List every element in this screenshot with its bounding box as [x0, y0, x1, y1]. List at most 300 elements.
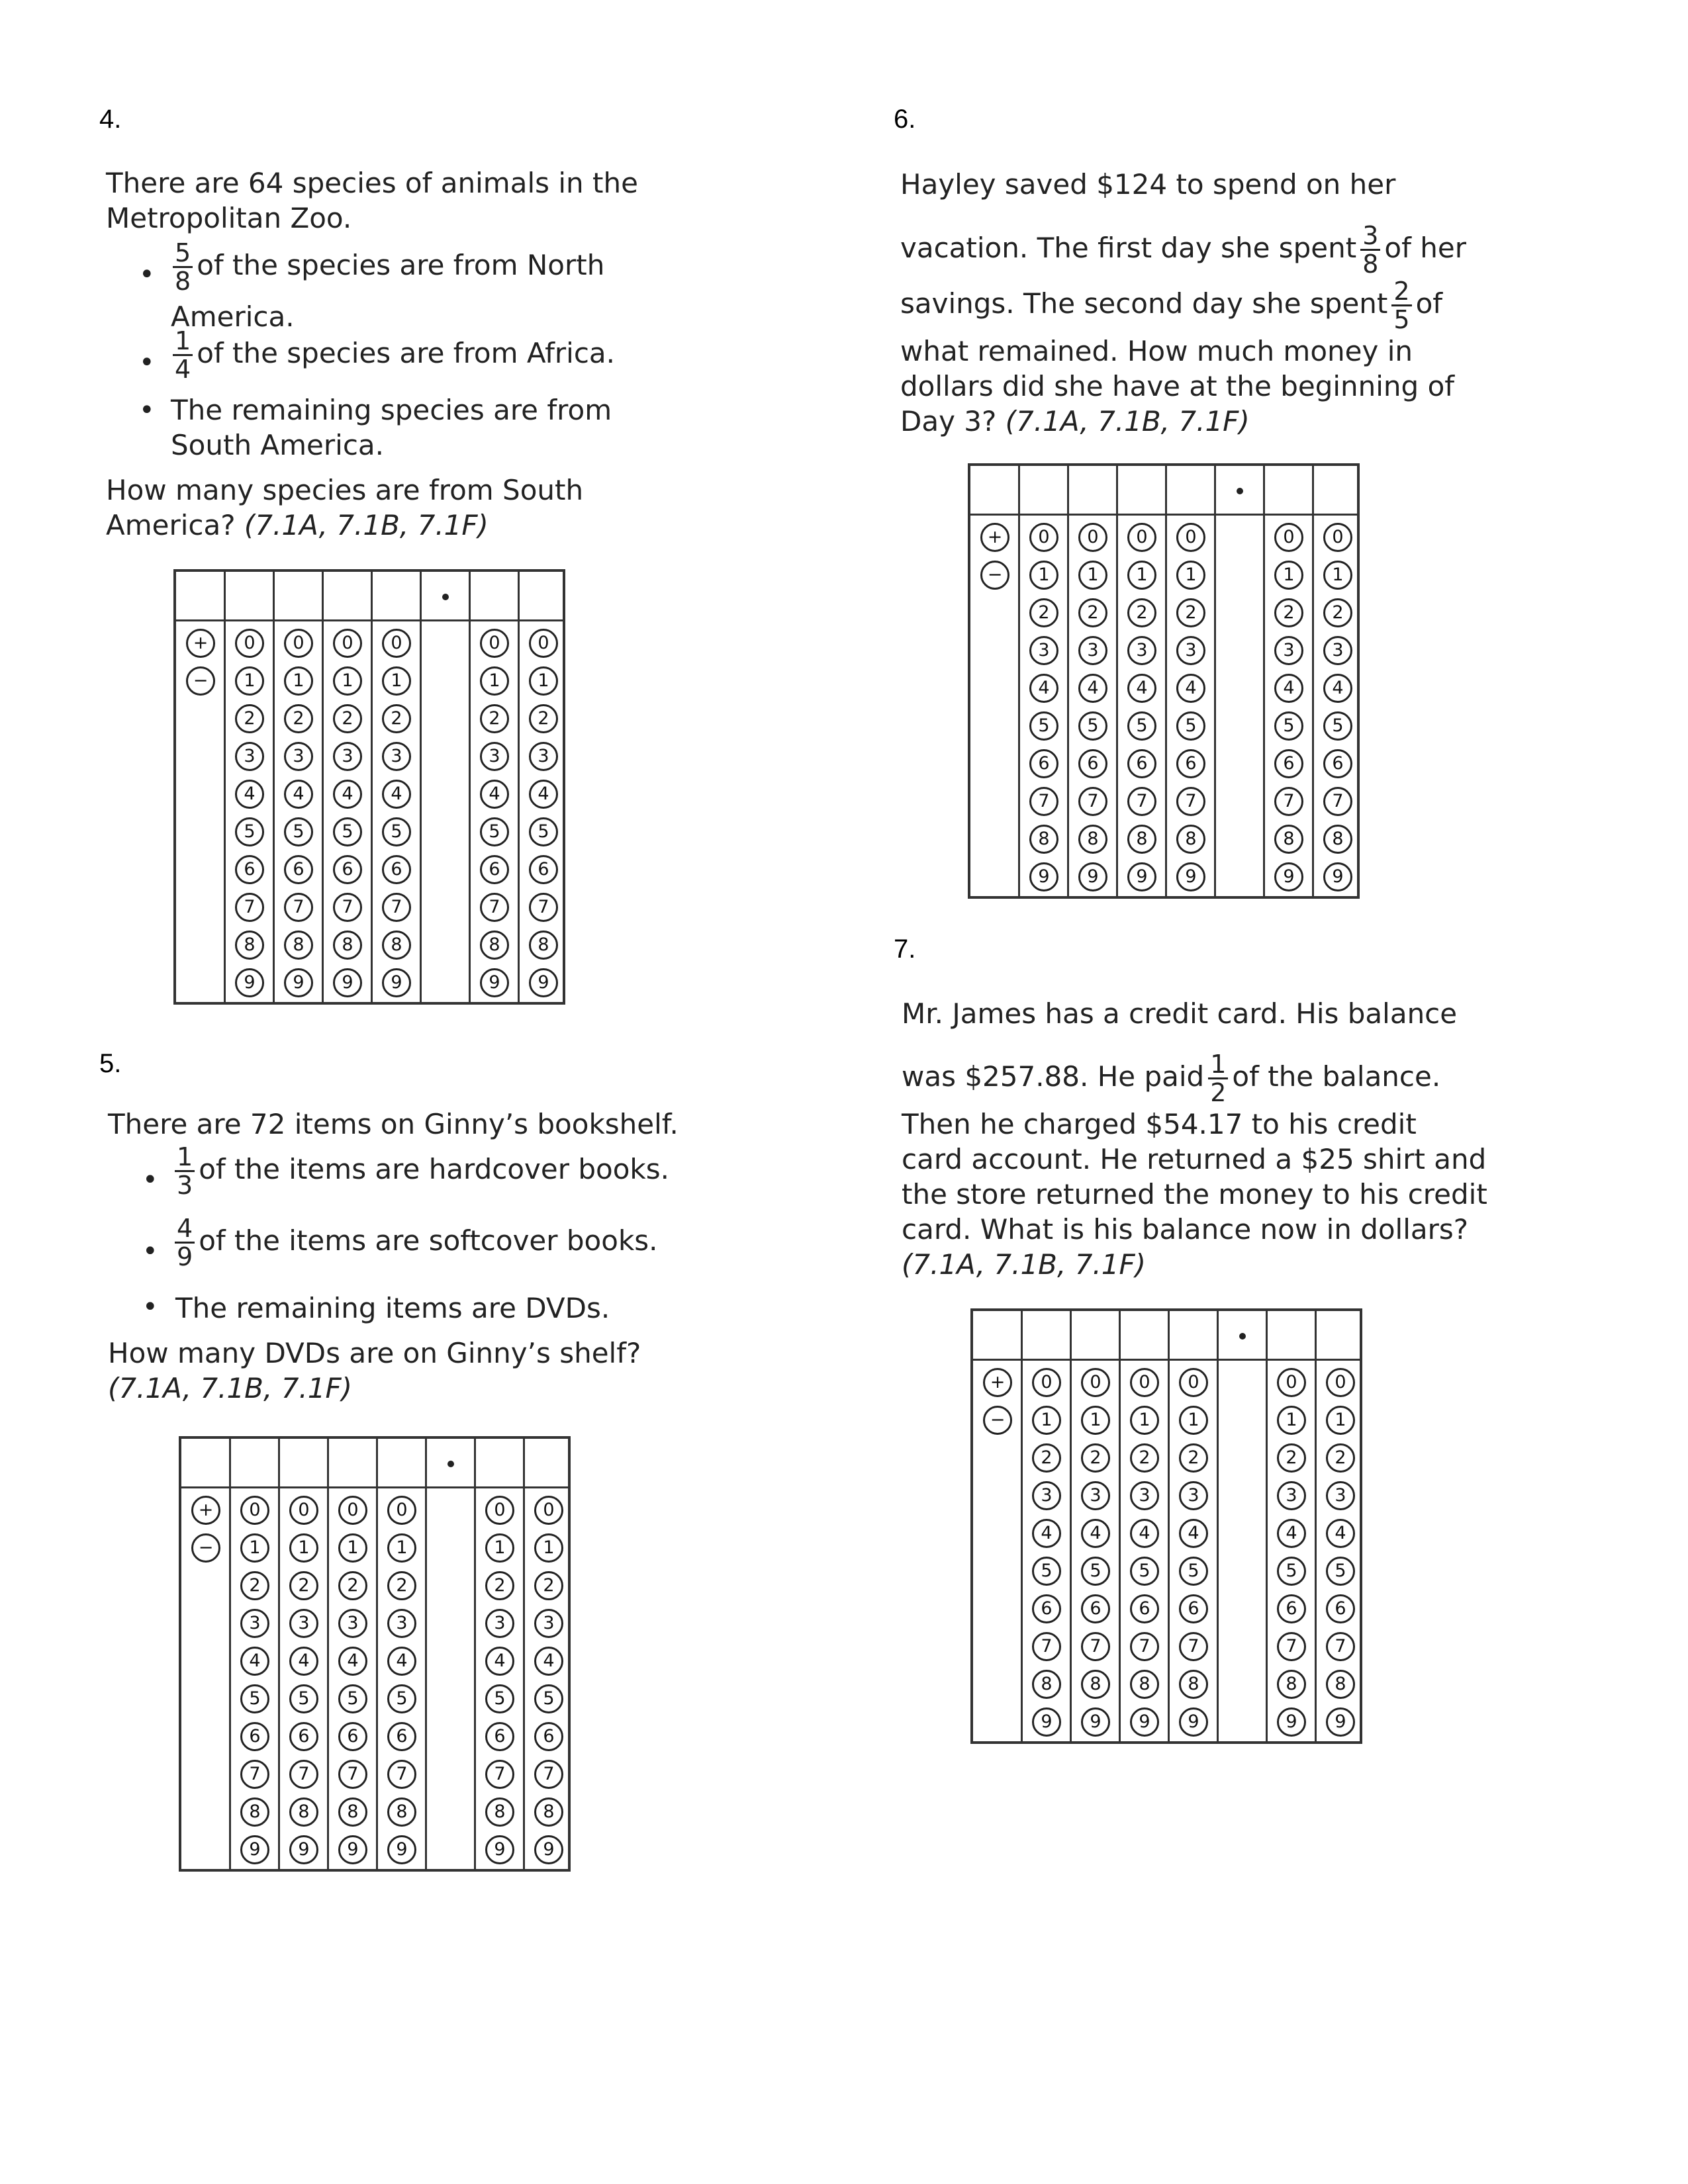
digit-bubble[interactable]: 2	[1277, 1443, 1306, 1473]
digit-bubble[interactable]: 9	[387, 1835, 416, 1864]
digit-bubble[interactable]: 8	[1277, 1670, 1306, 1699]
digit-bubble[interactable]: 3	[1277, 1481, 1306, 1510]
digit-bubble[interactable]: 9	[529, 968, 558, 997]
digit-bubble[interactable]: 3	[1179, 1481, 1208, 1510]
digit-bubble[interactable]: 7	[534, 1760, 563, 1789]
digit-bubble[interactable]: 4	[529, 780, 558, 809]
digit-bubble[interactable]: 7	[1029, 787, 1058, 816]
answer-grid[interactable]	[179, 1436, 571, 1872]
digit-bubble[interactable]: 7	[1127, 787, 1156, 816]
digit-bubble[interactable]: 0	[338, 1496, 367, 1525]
grid-column-line	[1263, 466, 1265, 896]
digit-bubble[interactable]: 4	[485, 1647, 514, 1676]
digit-bubble[interactable]: 2	[534, 1571, 563, 1600]
q7-line: the store returned the money to his credit	[902, 1178, 1487, 1210]
digit-bubble[interactable]: 3	[1081, 1481, 1110, 1510]
digit-bubble[interactable]: 0	[1078, 523, 1107, 552]
digit-bubble[interactable]: 9	[1179, 1707, 1208, 1737]
q6-line: savings. The second day she spent $\frac{2}{5}$ of	[900, 277, 1443, 334]
digit-bubble[interactable]: 4	[1078, 674, 1107, 703]
grid-column-line	[1266, 1311, 1268, 1741]
digit-bubble[interactable]: 0	[1323, 523, 1352, 552]
digit-bubble[interactable]: 1	[1274, 561, 1303, 590]
digit-bubble[interactable]: 0	[480, 629, 509, 658]
digit-bubble[interactable]: 7	[382, 893, 411, 922]
digit-bubble[interactable]: 1	[382, 666, 411, 696]
q4-intro-line: There are 64 species of animals in the	[106, 167, 638, 199]
digit-bubble[interactable]: 8	[529, 931, 558, 960]
digit-bubble[interactable]: 9	[284, 968, 313, 997]
digit-bubble[interactable]: 5	[240, 1684, 269, 1713]
digit-bubble[interactable]: 5	[1078, 711, 1107, 741]
digit-bubble[interactable]: 9	[1277, 1707, 1306, 1737]
digit-bubble[interactable]: 8	[284, 931, 313, 960]
digit-bubble[interactable]: 1	[1176, 561, 1205, 590]
bullet-icon: •	[142, 1292, 158, 1322]
digit-bubble[interactable]: 2	[485, 1571, 514, 1600]
grid-column-line	[518, 572, 520, 1002]
digit-bubble[interactable]: 7	[235, 893, 264, 922]
digit-bubble[interactable]: 1	[333, 666, 362, 696]
digit-bubble[interactable]: 4	[1176, 674, 1205, 703]
digit-bubble[interactable]: 4	[1326, 1519, 1355, 1548]
digit-bubble[interactable]: 5	[534, 1684, 563, 1713]
digit-bubble[interactable]: 9	[1274, 862, 1303, 891]
digit-bubble[interactable]: 5	[1274, 711, 1303, 741]
decimal-point	[1237, 488, 1243, 494]
digit-bubble[interactable]: 3	[1032, 1481, 1061, 1510]
digit-bubble[interactable]: 4	[1032, 1519, 1061, 1548]
digit-bubble[interactable]: 9	[1029, 862, 1058, 891]
digit-bubble[interactable]: 8	[480, 931, 509, 960]
digit-bubble[interactable]: 4	[1081, 1519, 1110, 1548]
digit-bubble[interactable]: 0	[1127, 523, 1156, 552]
digit-bubble[interactable]: 0	[240, 1496, 269, 1525]
digit-bubble[interactable]: 2	[333, 704, 362, 733]
minus-sign-bubble[interactable]: −	[191, 1533, 220, 1563]
digit-bubble[interactable]: 9	[333, 968, 362, 997]
digit-bubble[interactable]: 8	[1176, 825, 1205, 854]
digit-bubble[interactable]: 6	[529, 855, 558, 884]
digit-bubble[interactable]: 1	[534, 1533, 563, 1563]
digit-bubble[interactable]: 5	[382, 817, 411, 846]
digit-bubble[interactable]: 3	[480, 742, 509, 771]
digit-bubble[interactable]: 3	[235, 742, 264, 771]
digit-bubble[interactable]: 8	[534, 1797, 563, 1827]
digit-bubble[interactable]: 9	[1078, 862, 1107, 891]
digit-bubble[interactable]: 9	[1130, 1707, 1159, 1737]
digit-bubble[interactable]: 5	[333, 817, 362, 846]
digit-bubble[interactable]: 8	[338, 1797, 367, 1827]
digit-bubble[interactable]: 9	[534, 1835, 563, 1864]
digit-bubble[interactable]: 6	[333, 855, 362, 884]
digit-bubble[interactable]: 2	[235, 704, 264, 733]
digit-bubble[interactable]: 9	[1081, 1707, 1110, 1737]
digit-bubble[interactable]: 7	[1274, 787, 1303, 816]
digit-bubble[interactable]: 2	[1130, 1443, 1159, 1473]
decimal-point	[442, 594, 449, 600]
digit-bubble[interactable]: 3	[534, 1609, 563, 1638]
digit-bubble[interactable]: 6	[382, 855, 411, 884]
digit-bubble[interactable]: 7	[1081, 1632, 1110, 1661]
q5-question-line: How many DVDs are on Ginny’s shelf?	[108, 1337, 641, 1369]
grid-column-line	[278, 1439, 280, 1869]
grid-column-line	[1217, 1311, 1219, 1741]
digit-bubble[interactable]: 6	[1130, 1594, 1159, 1623]
digit-bubble[interactable]: 4	[1274, 674, 1303, 703]
digit-bubble[interactable]: 4	[1277, 1519, 1306, 1548]
digit-bubble[interactable]: 5	[1130, 1557, 1159, 1586]
q5-bullet-2: $\frac{4}{9}$ of the items are softcover books.	[171, 1215, 658, 1270]
digit-bubble[interactable]: 4	[284, 780, 313, 809]
digit-bubble[interactable]: 0	[529, 629, 558, 658]
digit-bubble[interactable]: 5	[1127, 711, 1156, 741]
digit-bubble[interactable]: 9	[289, 1835, 318, 1864]
answer-grid[interactable]	[173, 569, 565, 1005]
digit-bubble[interactable]: 5	[1029, 711, 1058, 741]
digit-bubble[interactable]: 1	[338, 1533, 367, 1563]
q7-line: Mr. James has a credit card. His balance	[902, 997, 1458, 1030]
digit-bubble[interactable]: 1	[485, 1533, 514, 1563]
digit-bubble[interactable]: 8	[1326, 1670, 1355, 1699]
digit-bubble[interactable]: 4	[333, 780, 362, 809]
digit-bubble[interactable]: 2	[284, 704, 313, 733]
grid-column-line	[273, 572, 275, 1002]
digit-bubble[interactable]: 2	[240, 1571, 269, 1600]
q7-line: was $257.88. He paid $\frac{1}{2}$ of the balance.	[902, 1050, 1441, 1107]
digit-bubble[interactable]: 2	[289, 1571, 318, 1600]
digit-bubble[interactable]: 0	[284, 629, 313, 658]
digit-bubble[interactable]: 6	[1078, 749, 1107, 778]
digit-bubble[interactable]: 8	[289, 1797, 318, 1827]
q4-intro-line: Metropolitan Zoo.	[106, 202, 352, 234]
digit-bubble[interactable]: 5	[529, 817, 558, 846]
digit-bubble[interactable]: 6	[338, 1722, 367, 1751]
digit-bubble[interactable]: 1	[284, 666, 313, 696]
digit-bubble[interactable]: 3	[1127, 636, 1156, 665]
digit-bubble[interactable]: 4	[1130, 1519, 1159, 1548]
digit-bubble[interactable]: 9	[235, 968, 264, 997]
fraction: $\frac{5}{8}$	[173, 240, 193, 295]
digit-bubble[interactable]: 1	[480, 666, 509, 696]
digit-bubble[interactable]: 8	[1127, 825, 1156, 854]
digit-bubble[interactable]: 0	[1081, 1368, 1110, 1397]
digit-bubble[interactable]: 8	[382, 931, 411, 960]
digit-bubble[interactable]: 2	[1179, 1443, 1208, 1473]
digit-bubble[interactable]: 4	[1127, 674, 1156, 703]
digit-bubble[interactable]: 7	[1176, 787, 1205, 816]
digit-bubble[interactable]: 7	[240, 1760, 269, 1789]
digit-bubble[interactable]: 1	[1130, 1406, 1159, 1435]
digit-bubble[interactable]: 9	[1323, 862, 1352, 891]
digit-bubble[interactable]: 8	[1032, 1670, 1061, 1699]
digit-bubble[interactable]: 8	[485, 1797, 514, 1827]
q4-question-line: How many species are from South	[106, 474, 584, 506]
digit-bubble[interactable]: 5	[1032, 1557, 1061, 1586]
digit-bubble[interactable]: 1	[1277, 1406, 1306, 1435]
digit-bubble[interactable]: 7	[338, 1760, 367, 1789]
digit-bubble[interactable]: 2	[338, 1571, 367, 1600]
bullet-icon: •	[139, 347, 155, 378]
digit-bubble[interactable]: 9	[485, 1835, 514, 1864]
digit-bubble[interactable]: 1	[1032, 1406, 1061, 1435]
bullet-icon: •	[142, 1236, 158, 1267]
digit-bubble[interactable]: 0	[387, 1496, 416, 1525]
digit-bubble[interactable]: 2	[1274, 598, 1303, 627]
digit-bubble[interactable]: 3	[284, 742, 313, 771]
digit-bubble[interactable]: 8	[333, 931, 362, 960]
digit-bubble[interactable]: 2	[382, 704, 411, 733]
digit-bubble[interactable]: 6	[1274, 749, 1303, 778]
digit-bubble[interactable]: 7	[1323, 787, 1352, 816]
digit-bubble[interactable]: 9	[338, 1835, 367, 1864]
grid-column-line	[322, 572, 324, 1002]
decimal-point	[447, 1461, 454, 1467]
digit-bubble[interactable]: 6	[387, 1722, 416, 1751]
plus-sign-bubble[interactable]: +	[980, 523, 1009, 552]
digit-bubble[interactable]: 1	[1323, 561, 1352, 590]
digit-bubble[interactable]: 0	[1277, 1368, 1306, 1397]
digit-bubble[interactable]: 1	[1078, 561, 1107, 590]
digit-bubble[interactable]: 1	[1326, 1406, 1355, 1435]
digit-bubble[interactable]: 0	[1029, 523, 1058, 552]
plus-sign-bubble[interactable]: +	[983, 1368, 1012, 1397]
q4-bullet-1-cont: America.	[171, 300, 295, 333]
answer-grid[interactable]	[970, 1308, 1362, 1744]
digit-bubble[interactable]: 4	[1179, 1519, 1208, 1548]
digit-bubble[interactable]: 1	[387, 1533, 416, 1563]
digit-bubble[interactable]: 0	[1176, 523, 1205, 552]
digit-bubble[interactable]: 5	[1323, 711, 1352, 741]
digit-bubble[interactable]: 5	[289, 1684, 318, 1713]
digit-bubble[interactable]: 5	[1277, 1557, 1306, 1586]
digit-bubble[interactable]: 4	[534, 1647, 563, 1676]
digit-bubble[interactable]: 6	[235, 855, 264, 884]
digit-bubble[interactable]: 2	[1176, 598, 1205, 627]
digit-bubble[interactable]: 5	[480, 817, 509, 846]
digit-bubble[interactable]: 9	[1176, 862, 1205, 891]
digit-bubble[interactable]: 9	[382, 968, 411, 997]
digit-bubble[interactable]: 9	[1032, 1707, 1061, 1737]
digit-bubble[interactable]: 2	[387, 1571, 416, 1600]
digit-bubble[interactable]: 3	[1176, 636, 1205, 665]
digit-bubble[interactable]: 5	[485, 1684, 514, 1713]
digit-bubble[interactable]: 1	[1029, 561, 1058, 590]
answer-grid[interactable]	[968, 463, 1360, 899]
digit-bubble[interactable]: 8	[240, 1797, 269, 1827]
digit-bubble[interactable]: 2	[1029, 598, 1058, 627]
digit-bubble[interactable]: 8	[1130, 1670, 1159, 1699]
digit-bubble[interactable]: 6	[1176, 749, 1205, 778]
digit-bubble[interactable]: 5	[284, 817, 313, 846]
digit-bubble[interactable]: 0	[1274, 523, 1303, 552]
digit-bubble[interactable]: 1	[240, 1533, 269, 1563]
q4-bullet-2: $\frac{1}{4}$ of the species are from Africa.	[169, 328, 615, 383]
digit-bubble[interactable]: 7	[1078, 787, 1107, 816]
digit-bubble[interactable]: 7	[529, 893, 558, 922]
digit-bubble[interactable]: 3	[333, 742, 362, 771]
bullet-icon: •	[139, 395, 155, 426]
digit-bubble[interactable]: 3	[485, 1609, 514, 1638]
minus-sign-bubble[interactable]: −	[983, 1406, 1012, 1435]
digit-bubble[interactable]: 2	[1032, 1443, 1061, 1473]
digit-bubble[interactable]: 3	[1078, 636, 1107, 665]
question-number: 7.	[894, 934, 916, 964]
digit-bubble[interactable]: 8	[1274, 825, 1303, 854]
digit-bubble[interactable]: 0	[235, 629, 264, 658]
grid-header-line	[970, 514, 1357, 516]
digit-bubble[interactable]: 3	[1029, 636, 1058, 665]
digit-bubble[interactable]: 6	[1277, 1594, 1306, 1623]
digit-bubble[interactable]: 8	[387, 1797, 416, 1827]
q6-line: Hayley saved $124 to spend on her	[900, 168, 1396, 201]
digit-bubble[interactable]: 2	[1323, 598, 1352, 627]
digit-bubble[interactable]: 4	[240, 1647, 269, 1676]
digit-bubble[interactable]: 8	[1078, 825, 1107, 854]
digit-bubble[interactable]: 5	[235, 817, 264, 846]
q5-intro-line: There are 72 items on Ginny’s bookshelf.	[108, 1108, 679, 1140]
digit-bubble[interactable]: 2	[1326, 1443, 1355, 1473]
digit-bubble[interactable]: 3	[240, 1609, 269, 1638]
digit-bubble[interactable]: 6	[485, 1722, 514, 1751]
digit-bubble[interactable]: 3	[289, 1609, 318, 1638]
digit-bubble[interactable]: 4	[387, 1647, 416, 1676]
digit-bubble[interactable]: 7	[1179, 1632, 1208, 1661]
plus-sign-bubble[interactable]: +	[191, 1496, 220, 1525]
digit-bubble[interactable]: 7	[289, 1760, 318, 1789]
digit-bubble[interactable]: 3	[1326, 1481, 1355, 1510]
digit-bubble[interactable]: 3	[338, 1609, 367, 1638]
fraction: $\frac{2}{5}$	[1391, 278, 1411, 333]
digit-bubble[interactable]: 3	[1323, 636, 1352, 665]
digit-bubble[interactable]: 4	[1323, 674, 1352, 703]
digit-bubble[interactable]: 0	[1326, 1368, 1355, 1397]
grid-column-line	[371, 572, 373, 1002]
digit-bubble[interactable]: 2	[529, 704, 558, 733]
digit-bubble[interactable]: 9	[240, 1835, 269, 1864]
digit-bubble[interactable]: 4	[289, 1647, 318, 1676]
digit-bubble[interactable]: 7	[1130, 1632, 1159, 1661]
grid-column-line	[229, 1439, 231, 1869]
standards-label: (7.1A, 7.1B, 7.1F)	[902, 1248, 1147, 1281]
q4-bullet-3-cont: South America.	[171, 429, 385, 461]
digit-bubble[interactable]: 8	[1029, 825, 1058, 854]
digit-bubble[interactable]: 4	[480, 780, 509, 809]
digit-bubble[interactable]: 7	[284, 893, 313, 922]
digit-bubble[interactable]: 3	[1130, 1481, 1159, 1510]
digit-bubble[interactable]: 6	[1081, 1594, 1110, 1623]
grid-column-line	[1067, 466, 1069, 896]
plus-sign-bubble[interactable]: +	[186, 629, 215, 658]
grid-column-line	[376, 1439, 378, 1869]
digit-bubble[interactable]: 5	[1081, 1557, 1110, 1586]
q6-line: dollars did she have at the beginning of	[900, 370, 1455, 402]
digit-bubble[interactable]: 0	[1179, 1368, 1208, 1397]
grid-column-line	[469, 572, 471, 1002]
q7-line: card. What is his balance now in dollars?	[902, 1213, 1469, 1246]
digit-bubble[interactable]: 3	[387, 1609, 416, 1638]
digit-bubble[interactable]: 9	[1326, 1707, 1355, 1737]
q4-question-line: America? (7.1A, 7.1B, 7.1F)	[106, 509, 489, 541]
digit-bubble[interactable]: 7	[1277, 1632, 1306, 1661]
minus-sign-bubble[interactable]: −	[980, 561, 1009, 590]
digit-bubble[interactable]: 0	[485, 1496, 514, 1525]
digit-bubble[interactable]: 5	[1326, 1557, 1355, 1586]
digit-bubble[interactable]: 6	[1029, 749, 1058, 778]
digit-bubble[interactable]: 2	[480, 704, 509, 733]
digit-bubble[interactable]: 7	[333, 893, 362, 922]
digit-bubble[interactable]: 6	[480, 855, 509, 884]
digit-bubble[interactable]: 3	[529, 742, 558, 771]
digit-bubble[interactable]: 5	[387, 1684, 416, 1713]
digit-bubble[interactable]: 1	[529, 666, 558, 696]
digit-bubble[interactable]: 5	[1176, 711, 1205, 741]
digit-bubble[interactable]: 0	[1130, 1368, 1159, 1397]
digit-bubble[interactable]: 6	[289, 1722, 318, 1751]
digit-bubble[interactable]: 8	[1179, 1670, 1208, 1699]
digit-bubble[interactable]: 1	[1081, 1406, 1110, 1435]
digit-bubble[interactable]: 1	[1179, 1406, 1208, 1435]
digit-bubble[interactable]: 6	[240, 1722, 269, 1751]
q7-line: Then he charged $54.17 to his credit	[902, 1108, 1417, 1140]
digit-bubble[interactable]: 8	[1323, 825, 1352, 854]
digit-bubble[interactable]: 7	[1326, 1632, 1355, 1661]
digit-bubble[interactable]: 7	[1032, 1632, 1061, 1661]
digit-bubble[interactable]: 0	[1032, 1368, 1061, 1397]
digit-bubble[interactable]: 6	[1326, 1594, 1355, 1623]
digit-bubble[interactable]: 1	[235, 666, 264, 696]
digit-bubble[interactable]: 1	[1127, 561, 1156, 590]
digit-bubble[interactable]: 6	[1323, 749, 1352, 778]
digit-bubble[interactable]: 7	[387, 1760, 416, 1789]
digit-bubble[interactable]: 4	[235, 780, 264, 809]
digit-bubble[interactable]: 8	[1081, 1670, 1110, 1699]
q5-bullet-3: The remaining items are DVDs.	[175, 1292, 610, 1324]
q6-line: Day 3? (7.1A, 7.1B, 7.1F)	[900, 405, 1250, 437]
digit-bubble[interactable]: 8	[235, 931, 264, 960]
digit-bubble[interactable]: 9	[480, 968, 509, 997]
digit-bubble[interactable]: 2	[1127, 598, 1156, 627]
digit-bubble[interactable]: 3	[1274, 636, 1303, 665]
digit-bubble[interactable]: 4	[382, 780, 411, 809]
fraction: $\frac{1}{2}$	[1208, 1051, 1228, 1106]
minus-sign-bubble[interactable]: −	[186, 666, 215, 696]
digit-bubble[interactable]: 2	[1081, 1443, 1110, 1473]
digit-bubble[interactable]: 0	[333, 629, 362, 658]
q7-line: card account. He returned a $25 shirt and	[902, 1143, 1487, 1175]
digit-bubble[interactable]: 4	[1029, 674, 1058, 703]
digit-bubble[interactable]: 0	[534, 1496, 563, 1525]
digit-bubble[interactable]: 4	[338, 1647, 367, 1676]
digit-bubble[interactable]: 6	[284, 855, 313, 884]
digit-bubble[interactable]: 1	[289, 1533, 318, 1563]
digit-bubble[interactable]: 5	[1179, 1557, 1208, 1586]
digit-bubble[interactable]: 6	[1032, 1594, 1061, 1623]
digit-bubble[interactable]: 9	[1127, 862, 1156, 891]
bullet-icon: •	[139, 259, 155, 290]
digit-bubble[interactable]: 5	[338, 1684, 367, 1713]
digit-bubble[interactable]: 7	[480, 893, 509, 922]
digit-bubble[interactable]: 0	[289, 1496, 318, 1525]
digit-bubble[interactable]: 2	[1078, 598, 1107, 627]
digit-bubble[interactable]: 6	[1179, 1594, 1208, 1623]
digit-bubble[interactable]: 3	[382, 742, 411, 771]
digit-bubble[interactable]: 6	[1127, 749, 1156, 778]
q6-line: what remained. How much money in	[900, 335, 1413, 367]
digit-bubble[interactable]: 7	[485, 1760, 514, 1789]
digit-bubble[interactable]: 0	[382, 629, 411, 658]
digit-bubble[interactable]: 6	[534, 1722, 563, 1751]
